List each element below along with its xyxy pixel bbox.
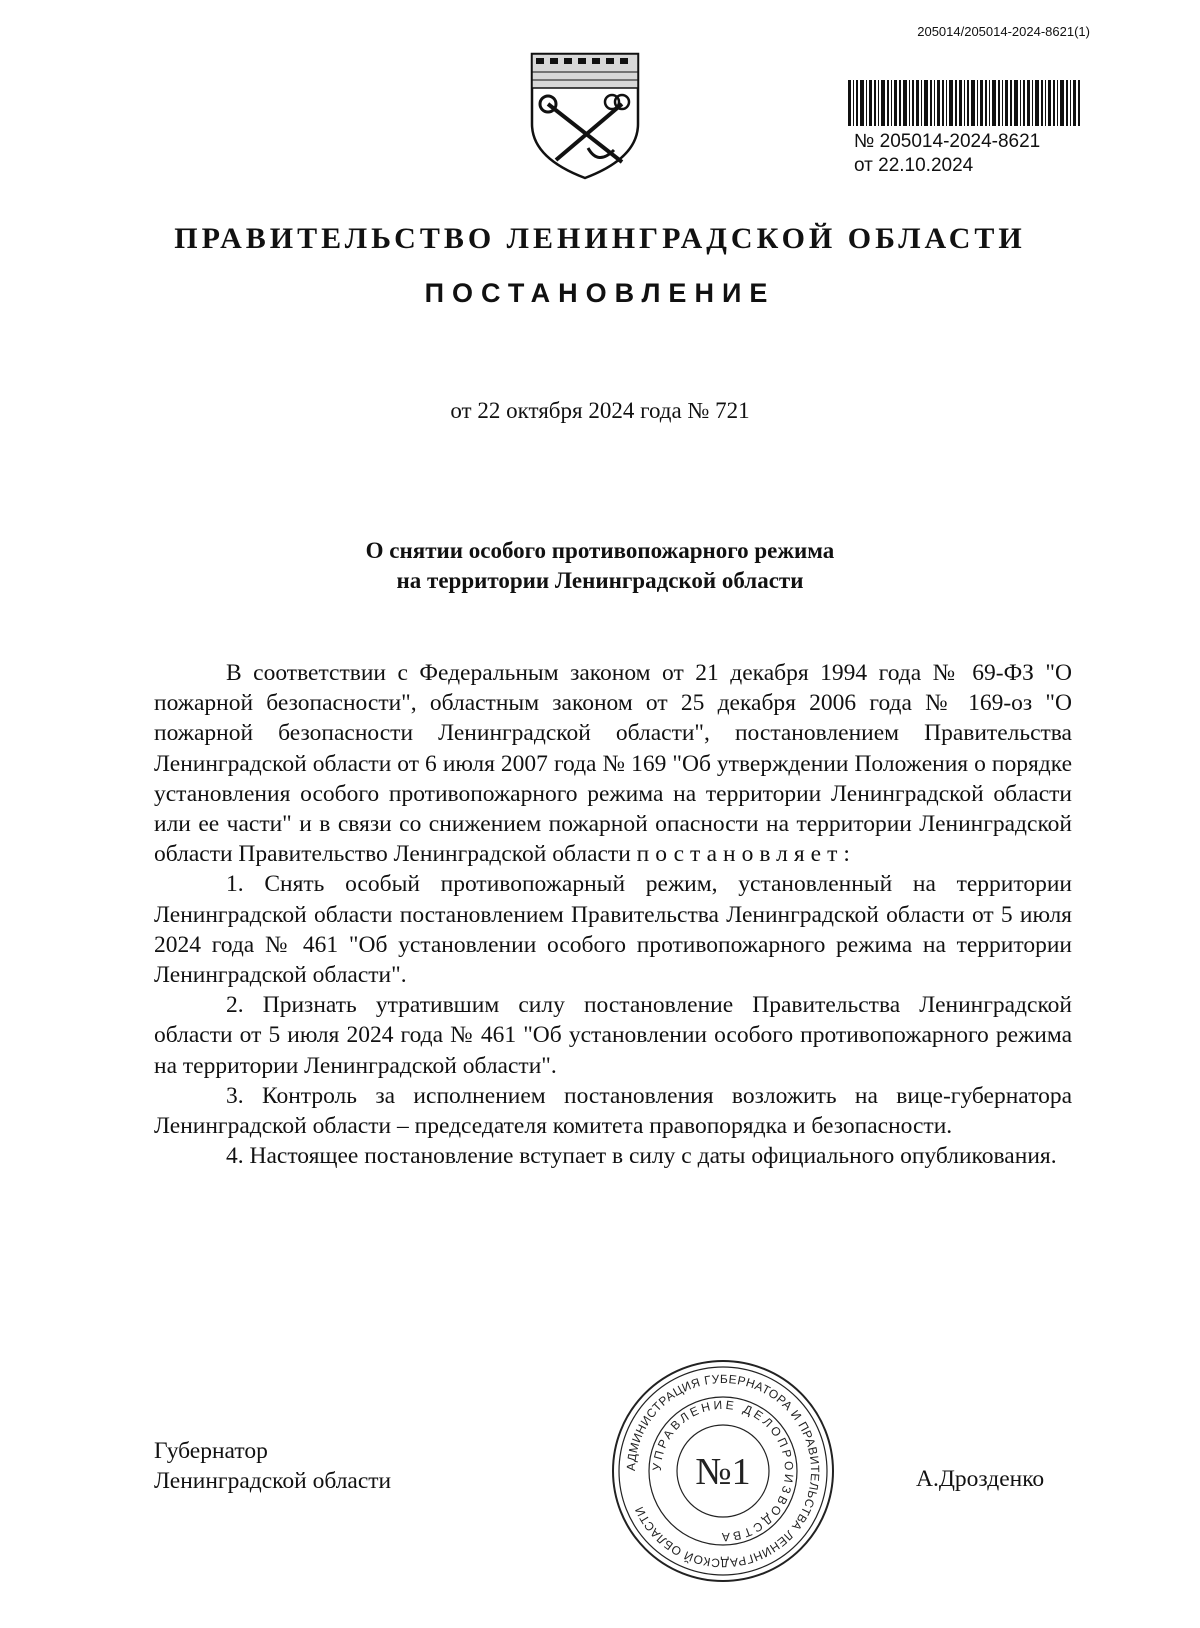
barcode-icon [848,80,1080,126]
decree-item: 4. Настоящее постановление вступает в силу с даты официального опубликования. [226,1143,1057,1170]
document-title [60,536,1140,596]
registration-date: от 22.10.2024 [854,155,974,176]
document-date-number: от 22 октября 2024 года № 721 [450,398,750,423]
decree-item: 2. Признать утратившим силу постановление Правительства Ленинградской области от 5 июля 2024 года № 461 "Об установлении особого противопожарного режима на территории Ленинградской области". [154,992,1072,1079]
document-reference: 205014/205014-2024-8621(1) [917,24,1090,39]
decree-item: 3. Контроль за исполнением постановления возложить на вице-губернатора Ленинградской области – председателя комитета правопорядка и безопасности. [154,1082,1072,1140]
seal-center-number: №1 [695,1451,751,1493]
seal-inner-text: УПРАВЛЕНИЕ ДЕЛОПРОИЗВОДСТВА [649,1397,797,1545]
signatory-position-line-1: Губернатор [154,1438,268,1464]
government-name: ПРАВИТЕЛЬСТВО ЛЕНИНГРАДСКОЙ ОБЛАСТИ [174,222,1026,255]
document-body [154,658,1072,1171]
official-round-seal-icon [608,1356,838,1586]
signatory-position-line-2: Ленинградской области [154,1468,392,1494]
preamble-text: В соответствии с Федеральным законом от 21 декабря 1994 года № 69-ФЗ "О пожарной безопасности", областным законом от 25 декабря 2006 года № 169-оз "О пожарной безопасности Ленинградской области", постановлением Правительства Ленинградской области от 6 июля 2007 года № 169 "Об утверждении Положения о порядке установления особого противопожарного режима на территории Ленинградской области или ее части" и в связи со снижением пожарной опасности на территории Ленинградской области Правительство Ленинградской области [154,660,1072,868]
decree-word: постановляет: [636,841,856,868]
seal-outer-text: АДМИНИСТРАЦИЯ ГУБЕРНАТОРА И ПРАВИТЕЛЬСТВА ЛЕНИНГРАДСКОЙ ОБЛАСТИ [623,1371,823,1571]
preamble-paragraph [154,658,1072,869]
registration-stamp [854,130,1040,178]
document-kind: ПОСТАНОВЛЕНИЕ [424,278,776,308]
signatory-position [154,1436,391,1496]
decree-item: 1. Снять особый противопожарный режим, установленный на территории Ленинградской области постановлением Правительства Ленинградской области от 5 июля 2024 года № 461 "Об установлении особого противопожарного режима на территории Ленинградской области". [154,871,1072,989]
document-title-line-1: О снятии особого противопожарного режима [365,538,835,563]
signatory-name: А.Дрозденко [916,1466,1045,1492]
registration-number: № 205014-2024-8621 [854,131,1041,152]
document-title-line-2: на территории Ленинградской области [396,568,804,593]
leningrad-oblast-coat-of-arms-icon [526,46,644,184]
